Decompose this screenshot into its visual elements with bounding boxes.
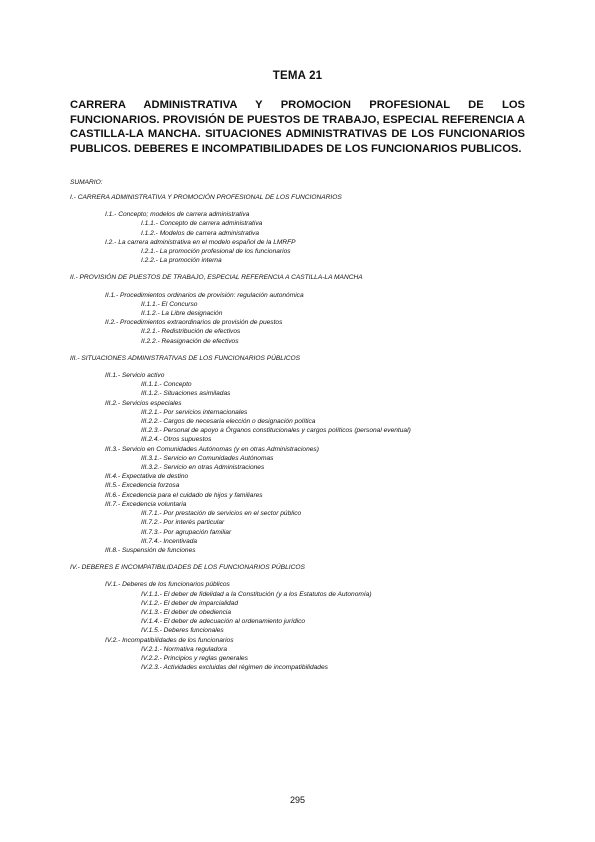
- toc-subsection: II.2.- Procedimientos extraordinarios de provisión de puestos: [105, 319, 283, 327]
- toc-subsection: I.1.- Concepto; modelos de carrera administrativa: [105, 211, 250, 219]
- toc-section: III.- SITUACIONES ADMINISTRATIVAS DE LOS FUNCIONARIOS PÚBLICOS: [70, 354, 301, 362]
- toc-subsection: II.1.- Procedimientos ordinarios de provisión: regulación autonómica: [105, 291, 304, 299]
- toc-item: III.3.2.- Servicio en otras Administraciones: [141, 464, 265, 472]
- toc-item: IV.1.3.- El deber de obediencia: [141, 608, 232, 616]
- toc-item: IV.2.1.- Normativa reguladora: [141, 645, 228, 653]
- toc-item: III.2.4.- Otros supuestos: [141, 436, 212, 444]
- toc-item: II.1.1.- El Concurso: [141, 300, 198, 308]
- toc-item: IV.2.3.- Actividades excluidas del régimen de incompatibilidades: [141, 664, 328, 672]
- toc-item: II.2.2.- Reasignación de efectivos: [141, 337, 239, 345]
- toc-section: IV.- DEBERES E INCOMPATIBILIDADES DE LOS FUNCIONARIOS PÚBLICOS: [70, 564, 305, 572]
- toc-item: I.1.2.- Modelos de carrera administrativa: [141, 229, 260, 237]
- toc-section: II.- PROVISIÓN DE PUESTOS DE TRABAJO, ESPECIAL REFERENCIA A CASTILLA-LA MANCHA: [70, 274, 363, 282]
- toc-subsection: IV.2.- Incompatibilidades de los funcionarios: [105, 636, 234, 644]
- toc-item: III.1.1.- Concepto: [141, 381, 192, 389]
- toc-item: IV.2.2.- Principios y reglas generales: [141, 654, 248, 662]
- toc-subsection: III.8.- Suspensión de funciones: [105, 546, 196, 554]
- toc-item: III.2.3.- Personal de apoyo a Órganos constitucionales y cargos políticos (personal eventual): [141, 427, 411, 435]
- document-title: CARRERA ADMINISTRATIVA Y PROMOCION PROFESIONAL DE LOS FUNCIONARIOS. PROVISIÓN DE PUESTOS DE TRABAJO, ESPECIAL REFERENCIA A CASTILLA-LA MANCHA. SITUACIONES ADMINISTRATIVAS DE LOS FUNCIONARIOS PUBLICOS. DEBERES E INCOMPATIBILIDADES DE LOS FUNCIONARIOS PUBLICOS.: [70, 99, 525, 155]
- toc-item: III.2.2.- Cargos de necesaria elección o designación política: [141, 418, 316, 426]
- toc-subsection: III.5.- Excedencia forzosa: [105, 482, 180, 490]
- toc-item: III.7.3.- Por agrupación familiar: [141, 528, 232, 536]
- summary-heading: SUMARIO:: [70, 179, 103, 186]
- toc-item: I.2.2.- La promoción interna: [141, 257, 222, 265]
- toc-item: III.7.2.- Por interés particular: [141, 519, 225, 527]
- toc-section: I.- CARRERA ADMINISTRATIVA Y PROMOCIÓN PROFESIONAL DE LOS FUNCIONARIOS: [70, 194, 342, 201]
- toc-item: III.1.2.- Situaciones asimiladas: [141, 390, 231, 398]
- toc-item: II.1.2.- La Libre designación: [141, 310, 223, 318]
- toc-item: III.2.1.- Por servicios internacionales: [141, 408, 248, 416]
- toc-item: III.7.4.- Incentivada: [141, 537, 198, 545]
- toc-subsection: III.7.- Excedencia voluntaria: [105, 500, 187, 508]
- toc-subsection: III.4.- Expectativa de destino: [105, 473, 189, 481]
- toc-subsection: III.1.- Servicio activo: [105, 372, 165, 380]
- toc-list: [70, 193, 530, 672]
- toc-item: I.1.1.- Concepto de carrera administrativa: [141, 220, 263, 228]
- toc-subsection: III.3.- Servicio en Comunidades Autónomas (y en otras Administraciones): [105, 445, 319, 453]
- toc-item: II.2.1.- Redistribución de efectivos: [141, 328, 241, 336]
- table-of-contents: [70, 178, 530, 672]
- toc-item: III.7.1.- Por prestación de servicios en el sector público: [141, 510, 302, 518]
- toc-item: IV.1.5.- Deberes funcionales: [141, 627, 224, 635]
- toc-subsection: IV.1.- Deberes de los funcionarios públicos: [105, 581, 230, 589]
- toc-item: IV.1.1.- El deber de fidelidad a la Constitución (y a los Estatutos de Autonomía): [141, 590, 372, 598]
- toc-subsection: III.2.- Servicios especiales: [105, 399, 182, 407]
- toc-item: III.3.1.- Servicio en Comunidades Autónomas: [141, 454, 274, 462]
- topic-number: TEMA 21: [272, 70, 323, 82]
- page-number: 295: [289, 795, 306, 805]
- toc-item: IV.1.2.- El deber de imparcialidad: [141, 599, 239, 607]
- toc-subsection: III.6.- Excedencia para el cuidado de hijos y familiares: [105, 491, 263, 499]
- toc-item: I.2.1.- La promoción profesional de los funcionarios: [141, 248, 291, 256]
- toc-item: IV.1.4.- El deber de adecuación al ordenamiento jurídico: [141, 618, 306, 626]
- toc-subsection: I.2.- La carrera administrativa en el modelo español de la LMRFP: [105, 238, 296, 246]
